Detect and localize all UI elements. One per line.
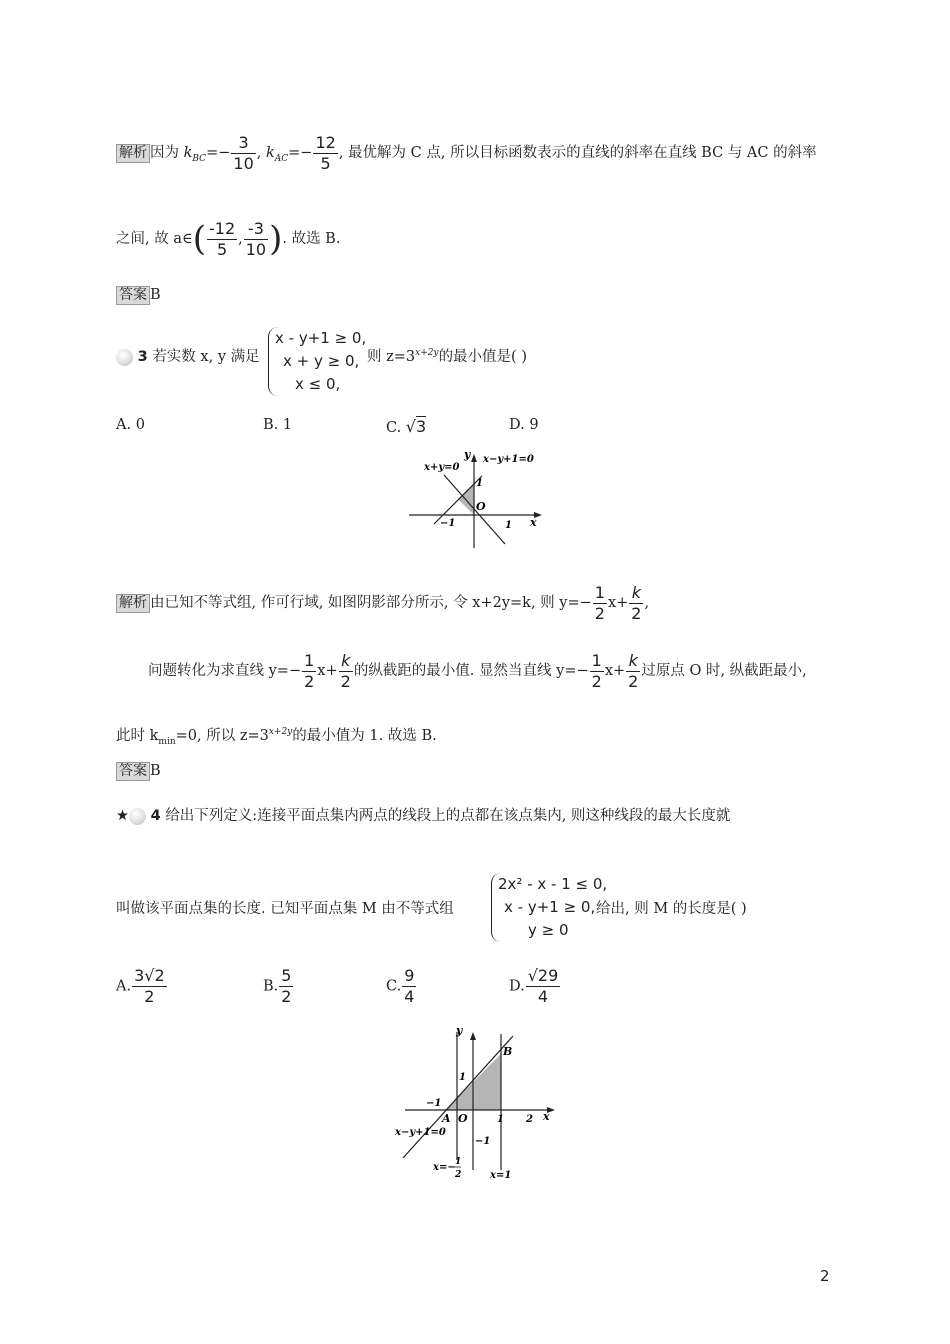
q4-option-c[interactable]: C. $\frac{9}{4}$ (386, 966, 415, 1006)
svg-text:1: 1 (505, 520, 512, 531)
q3-inequality-system: x - y+1 ≥ 0, x + y ≥ 0, x ≤ 0, (268, 327, 366, 396)
q3-analysis-line1: 解析 由已知不等式组, 作可行域, 如图阴影部分所示, 令 x+2y=k, 则 y=− $\frac{1}{2}$ x+ $\frac{k}{2}$ , (116, 580, 649, 626)
question-number: 4 (150, 808, 161, 824)
q3-analysis-line2: 问题转化为求直线 y=− $\frac{1}{2}$ x+ $\frac{k}{2}$ 的纵截距的最小值. 显然当直线 y=− $\frac{1}{2}$ x+ $\frac{k}{2}$ 过原点 O 时, 纵截距最小, (148, 650, 807, 691)
question-bubble-icon (116, 349, 133, 366)
q2-text-a: 因为 (150, 145, 184, 161)
question-bubble-icon (129, 808, 146, 825)
svg-text:1: 1 (476, 478, 483, 489)
q3-graph (404, 448, 554, 554)
svg-text:x: x (543, 1110, 550, 1123)
svg-text:x: x (530, 516, 537, 529)
svg-text:B: B (503, 1045, 513, 1058)
svg-text:x=−: x=− (433, 1162, 456, 1173)
q3-analysis-line3: 此时 $k_{min}=0$, 所以 $z=3^{x+2y}$的最小值为 1. 故选 B. (116, 727, 437, 747)
svg-text:x=1: x=1 (490, 1170, 512, 1181)
q4-stem-tail: 给出, 则 M 的长度是( ) (596, 901, 747, 917)
svg-text:y: y (464, 448, 471, 461)
fraction: $\frac{k}{2}$ (340, 650, 351, 691)
svg-text:O: O (476, 500, 486, 513)
fraction: $\frac{3}{10}$ (233, 132, 254, 173)
page-number: 2 (820, 1267, 830, 1285)
svg-text:O: O (458, 1112, 468, 1125)
q2-answer: 答案 B (116, 286, 161, 305)
q2-analysis-line1: 解析 因为 $k_{BC}=-$ $\frac{3}{10}$ , $k_{AC}=-$ $\frac{12}{5}$ , 最优解为 C 点, 所以目标函数表示的直线的斜率在直线 BC 与 AC 的斜率 (116, 130, 817, 182)
fraction: $\frac{-12}{5}$ (208, 218, 236, 259)
q4-stem-line1: ★ 4 给出下列定义:连接平面点集内两点的线段上的点都在该点集内, 则这种线段的最大长度就 (116, 808, 731, 824)
fraction: $\frac{12}{5}$ (315, 132, 336, 173)
label-x-plus-y: x+y=0 (424, 462, 460, 473)
svg-text:1: 1 (497, 1114, 504, 1125)
q3-stem-tail: 则 $z=3^{x+2y}$的最小值是( ) (367, 348, 527, 365)
label-x-minus-y: x−y+1=0 (483, 454, 534, 465)
q2-analysis-line2: 之间, 故 a∈( $\frac{-12}{5}$ , $\frac{-3}{10}$ ). 故选 B. (116, 218, 341, 259)
q3-option-c[interactable]: C. √3 (386, 417, 427, 436)
svg-text:−1: −1 (440, 518, 456, 529)
answer-tag: 答案 (116, 762, 150, 781)
q4-inequality-system: 2x² - x - 1 ≤ 0, x - y+1 ≥ 0, y ≥ 0 (491, 873, 607, 942)
answer-tag: 答案 (116, 286, 150, 305)
svg-text:1: 1 (459, 1072, 466, 1083)
svg-text:y: y (456, 1024, 463, 1037)
fraction: $\frac{1}{2}$ (591, 650, 602, 691)
q3-option-d[interactable]: D. 9 (509, 417, 539, 433)
svg-text:2: 2 (526, 1114, 533, 1125)
svg-text:A: A (442, 1112, 451, 1125)
fraction: $\frac{1}{2}$ (304, 650, 315, 691)
svg-text:−1: −1 (426, 1098, 442, 1109)
q2-text-b: , 最优解为 C 点, 所以目标函数表示的直线的斜率在直线 BC 与 AC 的斜率 (338, 145, 817, 161)
q3-option-b[interactable]: B. 1 (263, 417, 293, 433)
svg-text:−1: −1 (475, 1136, 491, 1147)
q3-option-a[interactable]: A. 0 (116, 417, 145, 433)
question-number: 3 (137, 349, 148, 365)
analysis-tag: 解析 (116, 144, 150, 163)
fraction: $\frac{k}{2}$ (628, 650, 639, 691)
q4-option-b[interactable]: B. $\frac{5}{2}$ (263, 966, 292, 1006)
fraction: $\frac{k}{2}$ (631, 582, 642, 623)
svg-text:2: 2 (455, 1170, 462, 1180)
fraction: $\frac{1}{2}$ (594, 582, 605, 623)
analysis-tag: 解析 (116, 594, 150, 613)
star-icon: ★ (116, 808, 129, 824)
q4-option-a[interactable]: A. $\frac{3√2}{2}$ (116, 966, 165, 1006)
q4-stem-line2: 叫做该平面点集的长度. 已知平面点集 M 由不等式组 (116, 901, 454, 917)
svg-text:x−y+1=0: x−y+1=0 (395, 1127, 446, 1138)
svg-text:1: 1 (455, 1157, 462, 1167)
fraction: $\frac{-3}{10}$ (245, 218, 267, 259)
q3-answer: 答案 B (116, 762, 161, 781)
q4-graph (393, 1020, 568, 1186)
q4-option-d[interactable]: D. $\frac{√29}{4}$ (509, 966, 559, 1006)
q3-stem: 3 若实数 x, y 满足 (116, 345, 260, 366)
